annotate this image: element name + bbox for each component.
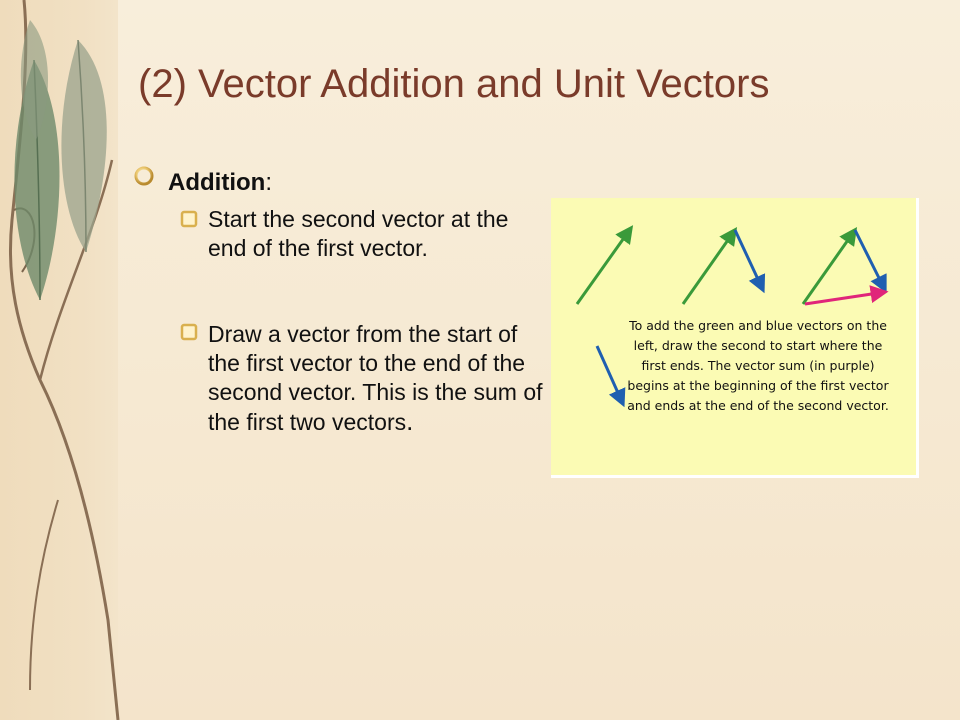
sub-bullet-period: . — [406, 406, 414, 436]
sub-bullet-2 — [208, 320, 548, 437]
green-vector-first — [683, 230, 735, 304]
bullet-suffix: : — [265, 169, 272, 196]
sub-bullet-text: Draw a vector from the start of the first vector to the end of the second vector. This is the sum of the first two vectors — [208, 321, 543, 435]
circle-bullet-icon — [134, 166, 154, 186]
slide-title: (2) Vector Addition and Unit Vectors — [138, 62, 770, 106]
sub-bullet-text: Start the second vector at the end of the first vector. — [208, 206, 509, 261]
vector-addition-figure — [551, 198, 919, 478]
blue-vector-triangle — [855, 230, 885, 290]
green-vector-triangle — [803, 230, 855, 304]
figure-caption: To add the green and blue vectors on the left, draw the second to start where the first ends. The vector sum (in purple) begins at the beginning of the first vector and ends at the end of the second vector. — [627, 318, 889, 413]
square-bullet-icon — [180, 210, 198, 228]
green-vector-standalone — [577, 228, 631, 304]
blue-vector-standalone — [597, 346, 623, 404]
blue-vector-second — [735, 230, 763, 290]
leaf-branch-decoration — [0, 0, 140, 720]
square-bullet-icon — [180, 323, 198, 341]
sum-vector — [805, 292, 885, 304]
bullet-label: Addition — [168, 169, 266, 196]
bullet-addition — [168, 168, 272, 197]
sub-bullet-1 — [208, 205, 548, 263]
